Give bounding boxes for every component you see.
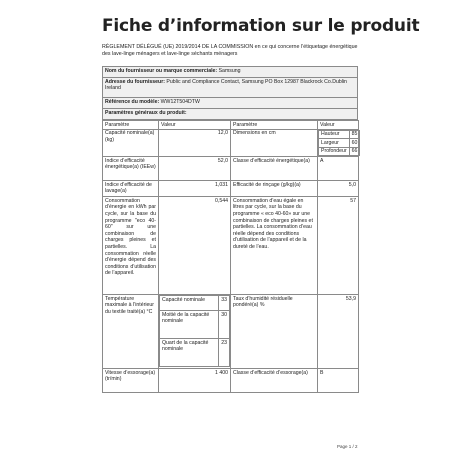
temp-item-name: Moitié de la capacité nominale (160, 311, 219, 339)
spin-label: Vitesse d’essorage(a) (tr/min) (103, 369, 159, 393)
rinse-label: Efficacité de rinçage (g/kg)(a) (231, 181, 318, 197)
consumption-row (103, 197, 359, 295)
temp-item-name: Capacité nominale (160, 296, 219, 311)
header-param-left: Paramètre (103, 121, 159, 130)
model-label: Référence du modèle: (105, 98, 160, 105)
temperature-table (159, 295, 230, 367)
capacity-row (103, 129, 359, 157)
eei-label: Indice d’efficacité énergétique(a) (IEEw) (103, 157, 159, 181)
spin-row (103, 369, 359, 393)
supplier-label: Nom du fournisseur ou marque commerciale: (105, 67, 218, 74)
energy-label: Consommation d’énergie en kWh par cycle, sur la base du programme "eco 40-60" sur une combinaison de charges pleines et partielles. La consommation réelle d’énergie dépend des conditions d’utilisation de l’appareil. (103, 197, 159, 295)
eei-class-label: Classe d’efficacité énergétique(a) (231, 157, 318, 181)
header-row (103, 121, 359, 130)
eei-class-value: A (318, 157, 359, 181)
dimension-value: 60 (349, 139, 360, 148)
temp-item-value: 33 (219, 296, 230, 311)
dimension-row (319, 147, 360, 156)
rinse-value: 5,0 (318, 181, 359, 197)
header-value-left: Valeur (159, 121, 231, 130)
dimension-name: Hauteur (319, 130, 350, 139)
temp-label: Température maximale à l’intérieur du textile traité(a) °C (103, 295, 159, 369)
page-number: Page 1 / 2 (337, 444, 358, 449)
wash-index-label: Indice d’efficacité de lavage(a) (103, 181, 159, 197)
header-param-right: Paramètre (231, 121, 318, 130)
parameters-table (102, 120, 359, 393)
temperature-row (103, 295, 359, 369)
header-value-right: Valeur (318, 121, 359, 130)
humidity-value: 53,9 (318, 295, 359, 369)
supplier-value: Samsung (218, 67, 241, 74)
humidity-label: Taux d’humidité résiduelle pondéré(a) % (231, 295, 318, 369)
address-row (103, 78, 358, 98)
model-value: WW12T504DTW (160, 98, 200, 105)
model-row (103, 98, 358, 109)
temp-item-row (160, 339, 230, 367)
temp-item-value: 23 (219, 339, 230, 367)
supplier-table (102, 66, 358, 120)
general-params-label: Paramètres généraux du produit: (103, 109, 358, 120)
eei-value: 52,0 (159, 157, 231, 181)
capacity-value: 12,0 (159, 129, 231, 157)
dimension-name: Largeur (319, 139, 350, 148)
spin-class-value: B (318, 369, 359, 393)
eei-row (103, 157, 359, 181)
wash-index-value: 1,031 (159, 181, 231, 197)
dimension-name: Profondeur (319, 147, 350, 156)
wash-row (103, 181, 359, 197)
temp-item-name: Quart de la capacité nominale (160, 339, 219, 367)
supplier-row (103, 67, 358, 78)
temp-item-row (160, 296, 230, 311)
spin-value: 1 400 (159, 369, 231, 393)
regulation-intro: RÈGLEMENT DÉLÉGUÉ (UE) 2019/2014 DE LA COMMISSION en ce qui concerne l’étiquetage énergétique des lave-linge ménagers et lave-linge séchants ménagers (102, 44, 358, 58)
dimensions-label: Dimensions en cm (231, 129, 318, 157)
capacity-label: Capacité nominale(a) (kg) (103, 129, 159, 157)
dimension-value: 66 (349, 147, 360, 156)
address-value: Public and Compliance Contact, Samsung PO Box 12987 Blackrock Co.Dublin Ireland (105, 78, 347, 92)
dimension-row (319, 139, 360, 148)
dimensions-table (318, 130, 360, 157)
temp-item-value: 30 (219, 311, 230, 339)
page-title: Fiche d’information sur le produit (102, 16, 420, 36)
spin-class-label: Classe d’efficacité d’essorage(a) (231, 369, 318, 393)
energy-value: 0,544 (159, 197, 231, 295)
general-params-row (103, 109, 358, 120)
water-label: Consommation d’eau égale en litres par cycle, sur la base du programme « eco 40-60» sur une combinaison de charges pleines et partielles. La consommation d’eau réelle dépend des conditions d’utilisation de l’appareil et de la dureté de l’eau. (231, 197, 318, 295)
water-value: 57 (318, 197, 359, 295)
address-label: Adresse du fournisseur: (105, 78, 165, 85)
dimension-value: 85 (349, 130, 360, 139)
temp-item-row (160, 311, 230, 339)
dimension-row (319, 130, 360, 139)
